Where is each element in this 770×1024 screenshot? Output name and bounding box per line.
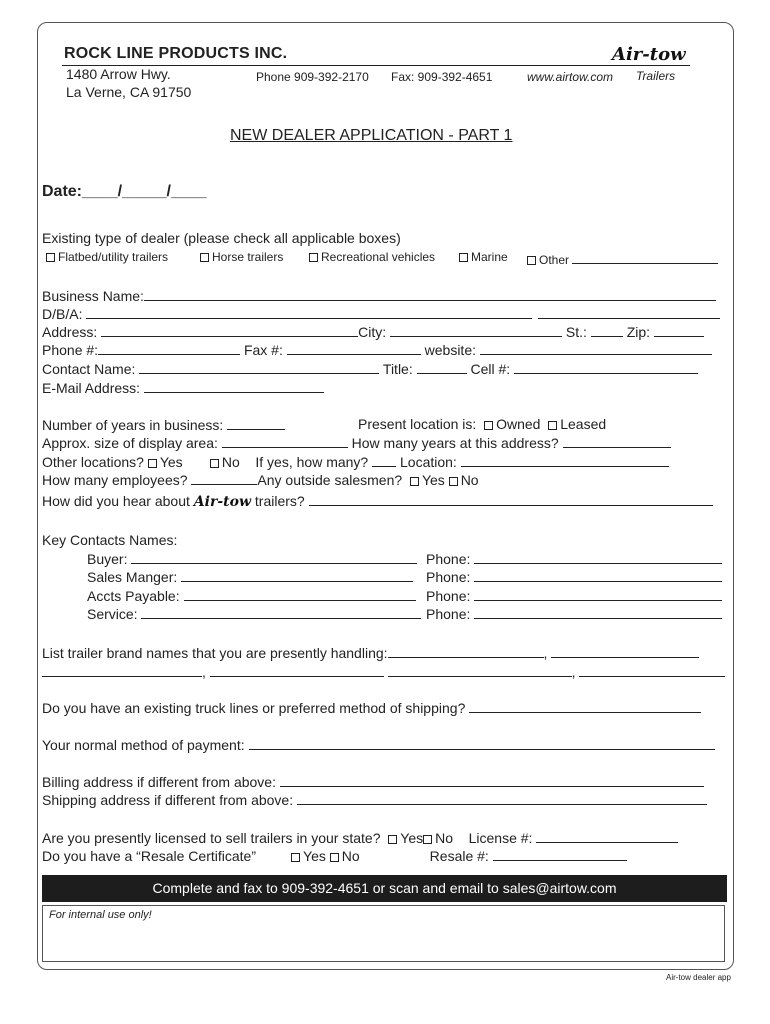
dealer-type-rv[interactable]: Recreational vehicles xyxy=(309,250,435,264)
years-field[interactable] xyxy=(227,416,285,430)
checkbox[interactable] xyxy=(309,253,318,262)
zip-field[interactable] xyxy=(654,323,704,337)
business-name-field[interactable] xyxy=(144,287,716,301)
phone-row: Phone #: Fax #: website: xyxy=(42,341,712,358)
dba-field-2[interactable] xyxy=(538,305,720,319)
location-row: Present location is: Owned Leased xyxy=(358,416,607,432)
internal-use-box xyxy=(42,905,725,962)
hear-field[interactable] xyxy=(309,492,713,506)
logo-subtitle: Trailers xyxy=(636,69,676,83)
dealer-type-label: Existing type of dealer (please check all applicable boxes) xyxy=(42,230,401,246)
licensed-row: Are you presently licensed to sell trailers in your state? Yes No License #: xyxy=(42,829,678,846)
employees-row: How many employees? Any outside salesmen? Yes No xyxy=(42,472,479,488)
header-phone: Phone 909-392-2170 xyxy=(256,70,369,84)
buyer-field[interactable] xyxy=(131,550,417,564)
brand-field-6[interactable] xyxy=(579,663,725,677)
dealer-type-other[interactable]: Other xyxy=(527,250,718,267)
internal-use-label: For internal use only! xyxy=(49,909,152,921)
licensed-no[interactable] xyxy=(423,835,432,844)
billing-field[interactable] xyxy=(280,773,704,787)
address-line-2: La Verne, CA 91750 xyxy=(66,84,192,100)
checkbox[interactable] xyxy=(200,253,209,262)
resale-row: Do you have a “Resale Certificate” Yes No Resale #: xyxy=(42,847,627,864)
contact-accts-payable: Accts Payable: xyxy=(87,587,416,604)
other-locations-row: Other locations? Yes No If yes, how many? Location: xyxy=(42,453,669,470)
years-row: Number of years in business: xyxy=(42,416,285,433)
address-field[interactable] xyxy=(101,323,358,337)
display-field[interactable] xyxy=(222,434,348,448)
employees-field[interactable] xyxy=(191,471,257,485)
airtow-inline-logo: Air-tow xyxy=(193,494,251,510)
shipping-method-field[interactable] xyxy=(469,699,701,713)
resale-no[interactable] xyxy=(330,853,339,862)
shipping-address-field[interactable] xyxy=(297,791,707,805)
sales-manager-field[interactable] xyxy=(181,568,413,582)
buyer-phone-field[interactable] xyxy=(474,550,722,564)
address-row: Address: City: St.: Zip: xyxy=(42,323,704,340)
header-fax: Fax: 909-392-4651 xyxy=(391,70,493,84)
checkbox[interactable] xyxy=(459,253,468,262)
airtow-logo: Air-tow xyxy=(612,44,686,65)
instructions-banner: Complete and fax to 909-392-4651 or scan and email to sales@airtow.com xyxy=(42,875,727,902)
licensed-yes[interactable] xyxy=(388,835,397,844)
checkbox[interactable] xyxy=(527,256,536,265)
hear-row: How did you hear about Air-tow trailers? xyxy=(42,492,713,510)
email-field[interactable] xyxy=(144,379,324,393)
payment-field[interactable] xyxy=(249,736,715,750)
contact-row: Contact Name: Title: Cell #: xyxy=(42,360,698,377)
location-field[interactable] xyxy=(461,453,669,467)
footer-label: Air-tow dealer app xyxy=(666,973,731,982)
license-field[interactable] xyxy=(536,829,678,843)
other-locations-yes[interactable] xyxy=(148,459,157,468)
business-name-row: Business Name: xyxy=(42,287,716,304)
display-row: Approx. size of display area: How many years at this address? xyxy=(42,434,671,451)
buyer-phone: Phone: xyxy=(426,550,722,567)
accts-payable-field[interactable] xyxy=(184,587,416,601)
sales-manager-phone-field[interactable] xyxy=(474,568,722,582)
leased-checkbox[interactable] xyxy=(548,421,557,430)
years-address-field[interactable] xyxy=(563,434,671,448)
resale-field[interactable] xyxy=(493,847,627,861)
salesmen-yes[interactable] xyxy=(410,477,419,486)
accts-payable-phone: Phone: xyxy=(426,587,722,604)
contact-sales-manager: Sales Manger: xyxy=(87,568,413,585)
dealer-type-flatbed[interactable]: Flatbed/utility trailers xyxy=(46,250,168,264)
brand-field-2[interactable] xyxy=(551,644,699,658)
shipping-address-row: Shipping address if different from above: xyxy=(42,791,707,808)
city-field[interactable] xyxy=(390,323,562,337)
resale-yes[interactable] xyxy=(291,853,300,862)
brand-field-5[interactable] xyxy=(388,663,572,677)
brands-row-2: , , xyxy=(42,663,725,680)
service-field[interactable] xyxy=(141,605,421,619)
dealer-type-marine[interactable]: Marine xyxy=(459,250,508,264)
dealer-type-horse[interactable]: Horse trailers xyxy=(200,250,283,264)
dba-field[interactable] xyxy=(86,305,532,319)
website-field[interactable] xyxy=(480,341,712,355)
brand-field-4[interactable] xyxy=(210,663,384,677)
brand-field-3[interactable] xyxy=(42,663,202,677)
title-field[interactable] xyxy=(417,360,467,374)
dba-row: D/B/A: xyxy=(42,305,720,322)
phone-field[interactable] xyxy=(98,341,240,355)
checkbox[interactable] xyxy=(46,253,55,262)
other-locations-no[interactable] xyxy=(210,459,219,468)
how-many-field[interactable] xyxy=(372,453,396,467)
state-field[interactable] xyxy=(591,323,623,337)
shipping-method-row: Do you have an existing truck lines or preferred method of shipping? xyxy=(42,699,701,716)
salesmen-no[interactable] xyxy=(449,477,458,486)
cell-field[interactable] xyxy=(514,360,698,374)
date-field[interactable]: Date:____/_____/____ xyxy=(42,183,207,200)
contact-name-field[interactable] xyxy=(139,360,379,374)
fax-field[interactable] xyxy=(287,341,421,355)
contact-service: Service: xyxy=(87,605,421,622)
owned-checkbox[interactable] xyxy=(484,421,493,430)
service-phone-field[interactable] xyxy=(474,605,722,619)
sales-manager-phone: Phone: xyxy=(426,568,722,585)
header-website[interactable]: www.airtow.com xyxy=(527,70,614,84)
brands-row: List trailer brand names that you are presently handling: , xyxy=(42,644,699,661)
payment-row: Your normal method of payment: xyxy=(42,736,715,753)
address-line-1: 1480 Arrow Hwy. xyxy=(66,66,171,82)
page-title: NEW DEALER APPLICATION - PART 1 xyxy=(230,127,513,144)
service-phone: Phone: xyxy=(426,605,722,622)
contacts-heading: Key Contacts Names: xyxy=(42,532,178,548)
contact-buyer: Buyer: xyxy=(87,550,417,567)
accts-payable-phone-field[interactable] xyxy=(474,587,722,601)
other-type-line[interactable] xyxy=(572,250,718,264)
company-name: ROCK LINE PRODUCTS INC. xyxy=(64,45,288,62)
email-row: E-Mail Address: xyxy=(42,379,324,396)
billing-row: Billing address if different from above: xyxy=(42,773,704,790)
brand-field-1[interactable] xyxy=(388,644,544,658)
